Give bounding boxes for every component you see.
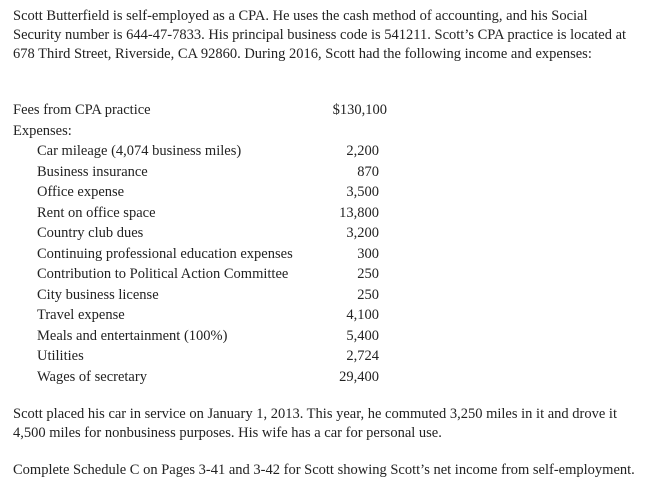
expense-label: Continuing professional education expenses: [37, 245, 293, 262]
car-paragraph: Scott placed his car in service on January 1, 2013. This year, he commuted 3,250 miles in it and drove it 4,500 miles for nonbusiness purposes. His wife has a car for personal use.: [13, 406, 617, 441]
expense-amount: 250: [357, 286, 379, 303]
expense-amount: 250: [357, 266, 379, 282]
expense-label: Meals and entertainment (100%): [37, 327, 228, 344]
expense-label: Country club dues: [37, 225, 144, 241]
expense-amount: 3,500: [346, 184, 379, 200]
expense-label: Utilities: [37, 348, 84, 364]
expense-amount: 300: [357, 245, 379, 262]
expense-label: Contribution to Political Action Committee: [37, 266, 289, 282]
expense-item: [37, 162, 387, 183]
expense-item: [37, 203, 387, 224]
expense-label: City business license: [37, 286, 159, 303]
expense-item: [37, 367, 387, 388]
expense-label: Car mileage (4,074 business miles): [37, 143, 242, 159]
instruction-paragraph: Complete Schedule C on Pages 3-41 and 3-42 for Scott showing Scott’s net income from self-employment.: [13, 462, 635, 478]
expense-item: [37, 264, 387, 285]
expense-amount: 5,400: [346, 327, 379, 344]
fees-amount: $130,100: [332, 102, 387, 118]
expense-item: [37, 305, 387, 326]
expense-amount: 870: [357, 163, 379, 180]
expense-item: [37, 141, 387, 162]
expense-label: Business insurance: [37, 163, 148, 180]
expense-list: [37, 141, 387, 387]
expense-amount: 13,800: [339, 204, 379, 221]
fees-row: [13, 100, 393, 120]
intro-paragraph: Scott Butterfield is self-employed as a CPA. He uses the cash method of accounting, and his Social Security number is 644-47-7833. His principal business code is 541211. Scott’s CPA practice is located at 678 Third Street, Riverside, CA 92860. During 2016, Scott had the following income and expenses:: [13, 8, 627, 62]
expense-item: [37, 326, 387, 347]
fees-label: Fees from CPA practice: [13, 102, 151, 118]
expense-item: [37, 346, 387, 367]
expense-label: Rent on office space: [37, 204, 156, 221]
expense-item: [37, 285, 387, 306]
expense-item: [37, 244, 387, 265]
expense-item: [37, 182, 387, 203]
expense-label: Office expense: [37, 184, 125, 200]
expense-amount: 3,200: [346, 225, 379, 241]
expense-amount: 4,100: [346, 307, 379, 323]
expense-amount: 2,200: [346, 143, 379, 159]
expense-label: Wages of secretary: [37, 368, 147, 385]
expense-amount: 29,400: [339, 368, 379, 385]
expense-item: [37, 223, 387, 244]
expense-amount: 2,724: [346, 348, 379, 364]
expense-label: Travel expense: [37, 307, 125, 323]
expenses-heading: Expenses:: [13, 123, 72, 139]
